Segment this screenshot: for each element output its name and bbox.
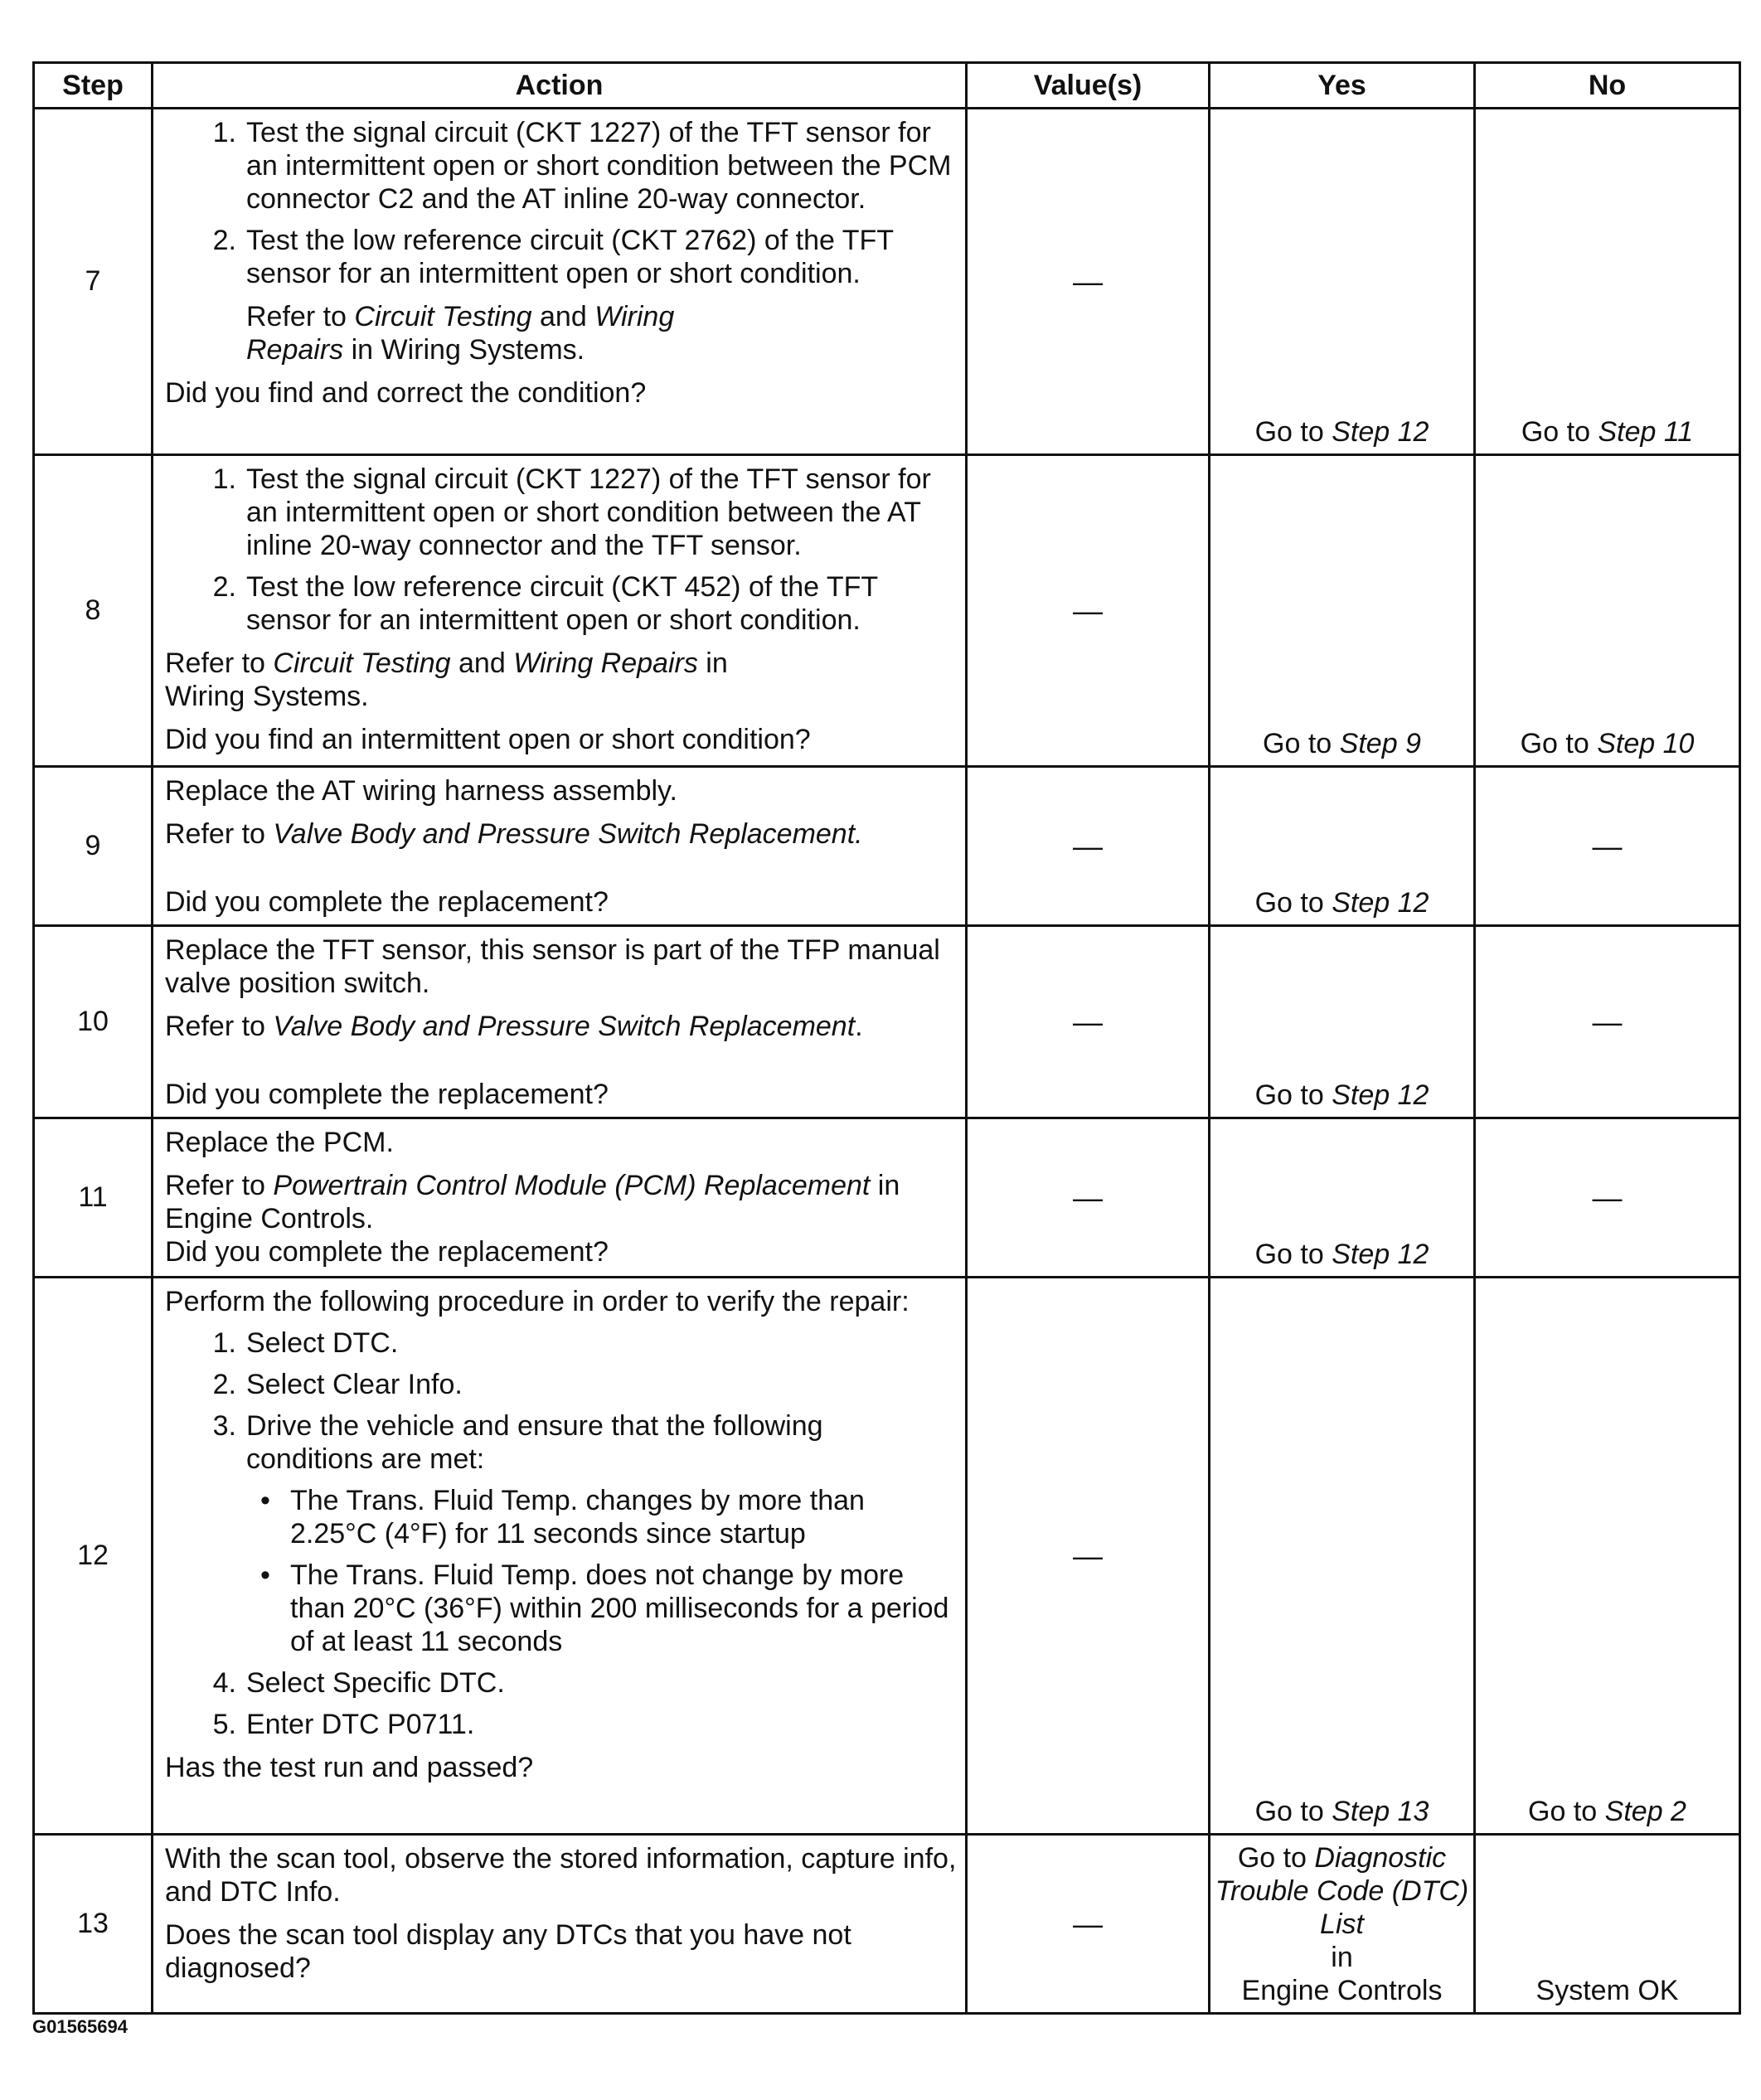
yes-step-link[interactable]: Diagnostic Trouble Code (DTC) List	[1215, 1842, 1469, 1940]
value-cell: —	[967, 1278, 1210, 1835]
yes-step-link[interactable]: Step 13	[1332, 1796, 1429, 1827]
refer-link[interactable]: Wiring Repairs	[513, 647, 698, 679]
action-text: Replace the TFT sensor, this sensor is part of the TFP manual valve position switch.	[165, 934, 940, 999]
item-text: Test the signal circuit (CKT 1227) of the TFT sensor for an intermittent open or short condition between the AT inline 20-way connector and the TFT sensor.	[246, 463, 931, 561]
diagnostic-table	[32, 61, 1741, 2015]
question-text: Does the scan tool display any DTCs that you have not diagnosed?	[165, 1919, 851, 1984]
step-number: 10	[34, 926, 153, 1118]
no-step-link[interactable]: Step 10	[1597, 728, 1695, 759]
question-text: Did you complete the replacement?	[165, 1236, 609, 1268]
yes-cell: Go to Step 12	[1210, 1118, 1475, 1278]
no-cell: —	[1475, 1118, 1740, 1278]
action-text: Replace the AT wiring harness assembly.	[165, 775, 677, 807]
step-number: 12	[34, 1278, 153, 1835]
list-item: 5. Enter DTC P0711.	[165, 1708, 957, 1741]
refer-link[interactable]: Valve Body and Pressure Switch Replacement	[273, 1011, 856, 1042]
list-item	[165, 116, 957, 216]
value-cell: —	[967, 109, 1210, 455]
step-number: 9	[34, 767, 153, 926]
action-cell	[153, 109, 967, 455]
yes-cell: Go to Step 9	[1210, 455, 1475, 767]
list-item	[165, 570, 957, 637]
bullet-item: • The Trans. Fluid Temp. changes by more than 2.25°C (4°F) for 11 seconds since startup	[165, 1484, 957, 1550]
yes-line: in	[1331, 1942, 1353, 1973]
refer-link[interactable]: Valve Body and Pressure Switch Replacement.	[273, 818, 863, 850]
action-cell	[153, 1835, 967, 2014]
yes-line: Engine Controls	[1241, 1975, 1443, 2006]
refer-text: Refer to Valve Body and Pressure Switch Replacement.	[165, 818, 863, 850]
no-cell: Go to Step 11	[1475, 109, 1740, 455]
step-number: 7	[34, 109, 153, 455]
bullet-item: • The Trans. Fluid Temp. does not change by more than 20°C (36°F) within 200 milliseconds for a period of at least 11 seconds	[165, 1559, 957, 1658]
list-item	[165, 224, 957, 290]
list-item: 2. Select Clear Info.	[165, 1368, 957, 1401]
action-cell	[153, 455, 967, 767]
refer-link[interactable]: Circuit Testing	[354, 301, 532, 332]
bullet-text: The Trans. Fluid Temp. changes by more than 2.25°C (4°F) for 11 seconds since startup	[290, 1485, 865, 1550]
header-step: Step	[34, 63, 153, 109]
yes-line: Go to Diagnostic Trouble Code (DTC) List	[1215, 1842, 1469, 1940]
value-cell: —	[967, 926, 1210, 1118]
figure-id: G01565694	[32, 2016, 128, 2037]
action-cell	[153, 1118, 967, 1278]
yes-cell	[1210, 1835, 1475, 2014]
header-no: No	[1475, 63, 1740, 109]
step-number: 8	[34, 455, 153, 767]
no-cell: —	[1475, 926, 1740, 1118]
item-number: 2.	[212, 225, 236, 256]
item-text: Drive the vehicle and ensure that the following conditions are met:	[246, 1410, 823, 1475]
table-row	[34, 1118, 1740, 1278]
refer-link[interactable]: Circuit Testing	[273, 647, 451, 679]
bullet-text: The Trans. Fluid Temp. does not change by more than 20°C (36°F) within 200 milliseconds for a period of at least 11 seconds	[290, 1559, 949, 1657]
yes-cell: Go to Step 12	[1210, 109, 1475, 455]
step-number: 11	[34, 1118, 153, 1278]
item-number: 1.	[212, 117, 236, 148]
no-cell: System OK	[1475, 1835, 1740, 2014]
value-cell: —	[967, 767, 1210, 926]
value-cell: —	[967, 1118, 1210, 1278]
question-text: Did you find and correct the condition?	[165, 377, 647, 409]
yes-step-link[interactable]: Step 12	[1332, 1079, 1429, 1111]
value-cell: —	[967, 455, 1210, 767]
no-cell: —	[1475, 767, 1740, 926]
value-cell: —	[967, 1835, 1210, 2014]
refer-text: Refer to Circuit Testing and Wiring Repairs in Wiring Systems.	[246, 301, 675, 366]
list-item: 3. Drive the vehicle and ensure that the following conditions are met:	[165, 1409, 957, 1476]
header-row	[34, 63, 1740, 109]
item-text: Select DTC.	[246, 1327, 399, 1359]
yes-step-link[interactable]: Step 12	[1332, 416, 1429, 448]
no-cell: Go to Step 10	[1475, 455, 1740, 767]
action-text: Replace the PCM.	[165, 1127, 394, 1158]
action-cell	[153, 926, 967, 1118]
item-text: Enter DTC P0711.	[246, 1709, 475, 1740]
yes-step-link[interactable]: Step 12	[1332, 1239, 1429, 1270]
action-text: With the scan tool, observe the stored information, capture info, and DTC Info.	[165, 1843, 957, 1908]
refer-text: Refer to Valve Body and Pressure Switch Replacement.	[165, 1011, 863, 1042]
item-text: Select Specific DTC.	[246, 1667, 505, 1699]
table-row	[34, 1835, 1740, 2014]
header-values: Value(s)	[967, 63, 1210, 109]
header-yes: Yes	[1210, 63, 1475, 109]
yes-cell: Go to Step 12	[1210, 767, 1475, 926]
item-text: Test the low reference circuit (CKT 452) of the TFT sensor for an intermittent open or short condition.	[246, 571, 878, 636]
question-text: Has the test run and passed?	[165, 1752, 534, 1783]
yes-cell: Go to Step 12	[1210, 926, 1475, 1118]
item-number: 1.	[212, 463, 236, 495]
question-text: Did you find an intermittent open or short condition?	[165, 724, 811, 755]
refer-text: Refer to Circuit Testing and Wiring Repairs in Wiring Systems.	[165, 647, 728, 712]
refer-link[interactable]: Wiring Repairs	[246, 301, 675, 366]
yes-cell: Go to Step 13	[1210, 1278, 1475, 1835]
table-row	[34, 1278, 1740, 1835]
refer-text: Refer to Powertrain Control Module (PCM) Replacement in Engine Controls.	[165, 1170, 900, 1234]
action-cell	[153, 767, 967, 926]
header-action: Action	[153, 63, 967, 109]
yes-step-link[interactable]: Step 9	[1339, 728, 1421, 759]
no-step-link[interactable]: Step 2	[1604, 1796, 1686, 1827]
no-step-link[interactable]: Step 11	[1598, 416, 1694, 448]
item-text: Select Clear Info.	[246, 1369, 463, 1400]
item-number: 2.	[212, 571, 236, 603]
refer-link[interactable]: Powertrain Control Module (PCM) Replacement	[273, 1170, 871, 1201]
action-cell	[153, 1278, 967, 1835]
action-text: Perform the following procedure in order to verify the repair:	[165, 1286, 910, 1317]
question-text: Did you complete the replacement?	[165, 1079, 609, 1110]
table-row	[34, 109, 1740, 455]
list-item: 1. Select DTC.	[165, 1326, 957, 1360]
step-number: 13	[34, 1835, 153, 2014]
no-cell: Go to Step 2	[1475, 1278, 1740, 1835]
table-row	[34, 767, 1740, 926]
yes-step-link[interactable]: Step 12	[1332, 887, 1429, 919]
question-text: Did you complete the replacement?	[165, 886, 609, 918]
item-text: Test the signal circuit (CKT 1227) of the TFT sensor for an intermittent open or short condition between the PCM connector C2 and the AT inline 20-way connector.	[246, 117, 952, 215]
table-row	[34, 926, 1740, 1118]
list-item	[165, 463, 957, 562]
item-text: Test the low reference circuit (CKT 2762) of the TFT sensor for an intermittent open or short condition.	[246, 225, 894, 289]
list-item: 4. Select Specific DTC.	[165, 1666, 957, 1700]
table-row	[34, 455, 1740, 767]
